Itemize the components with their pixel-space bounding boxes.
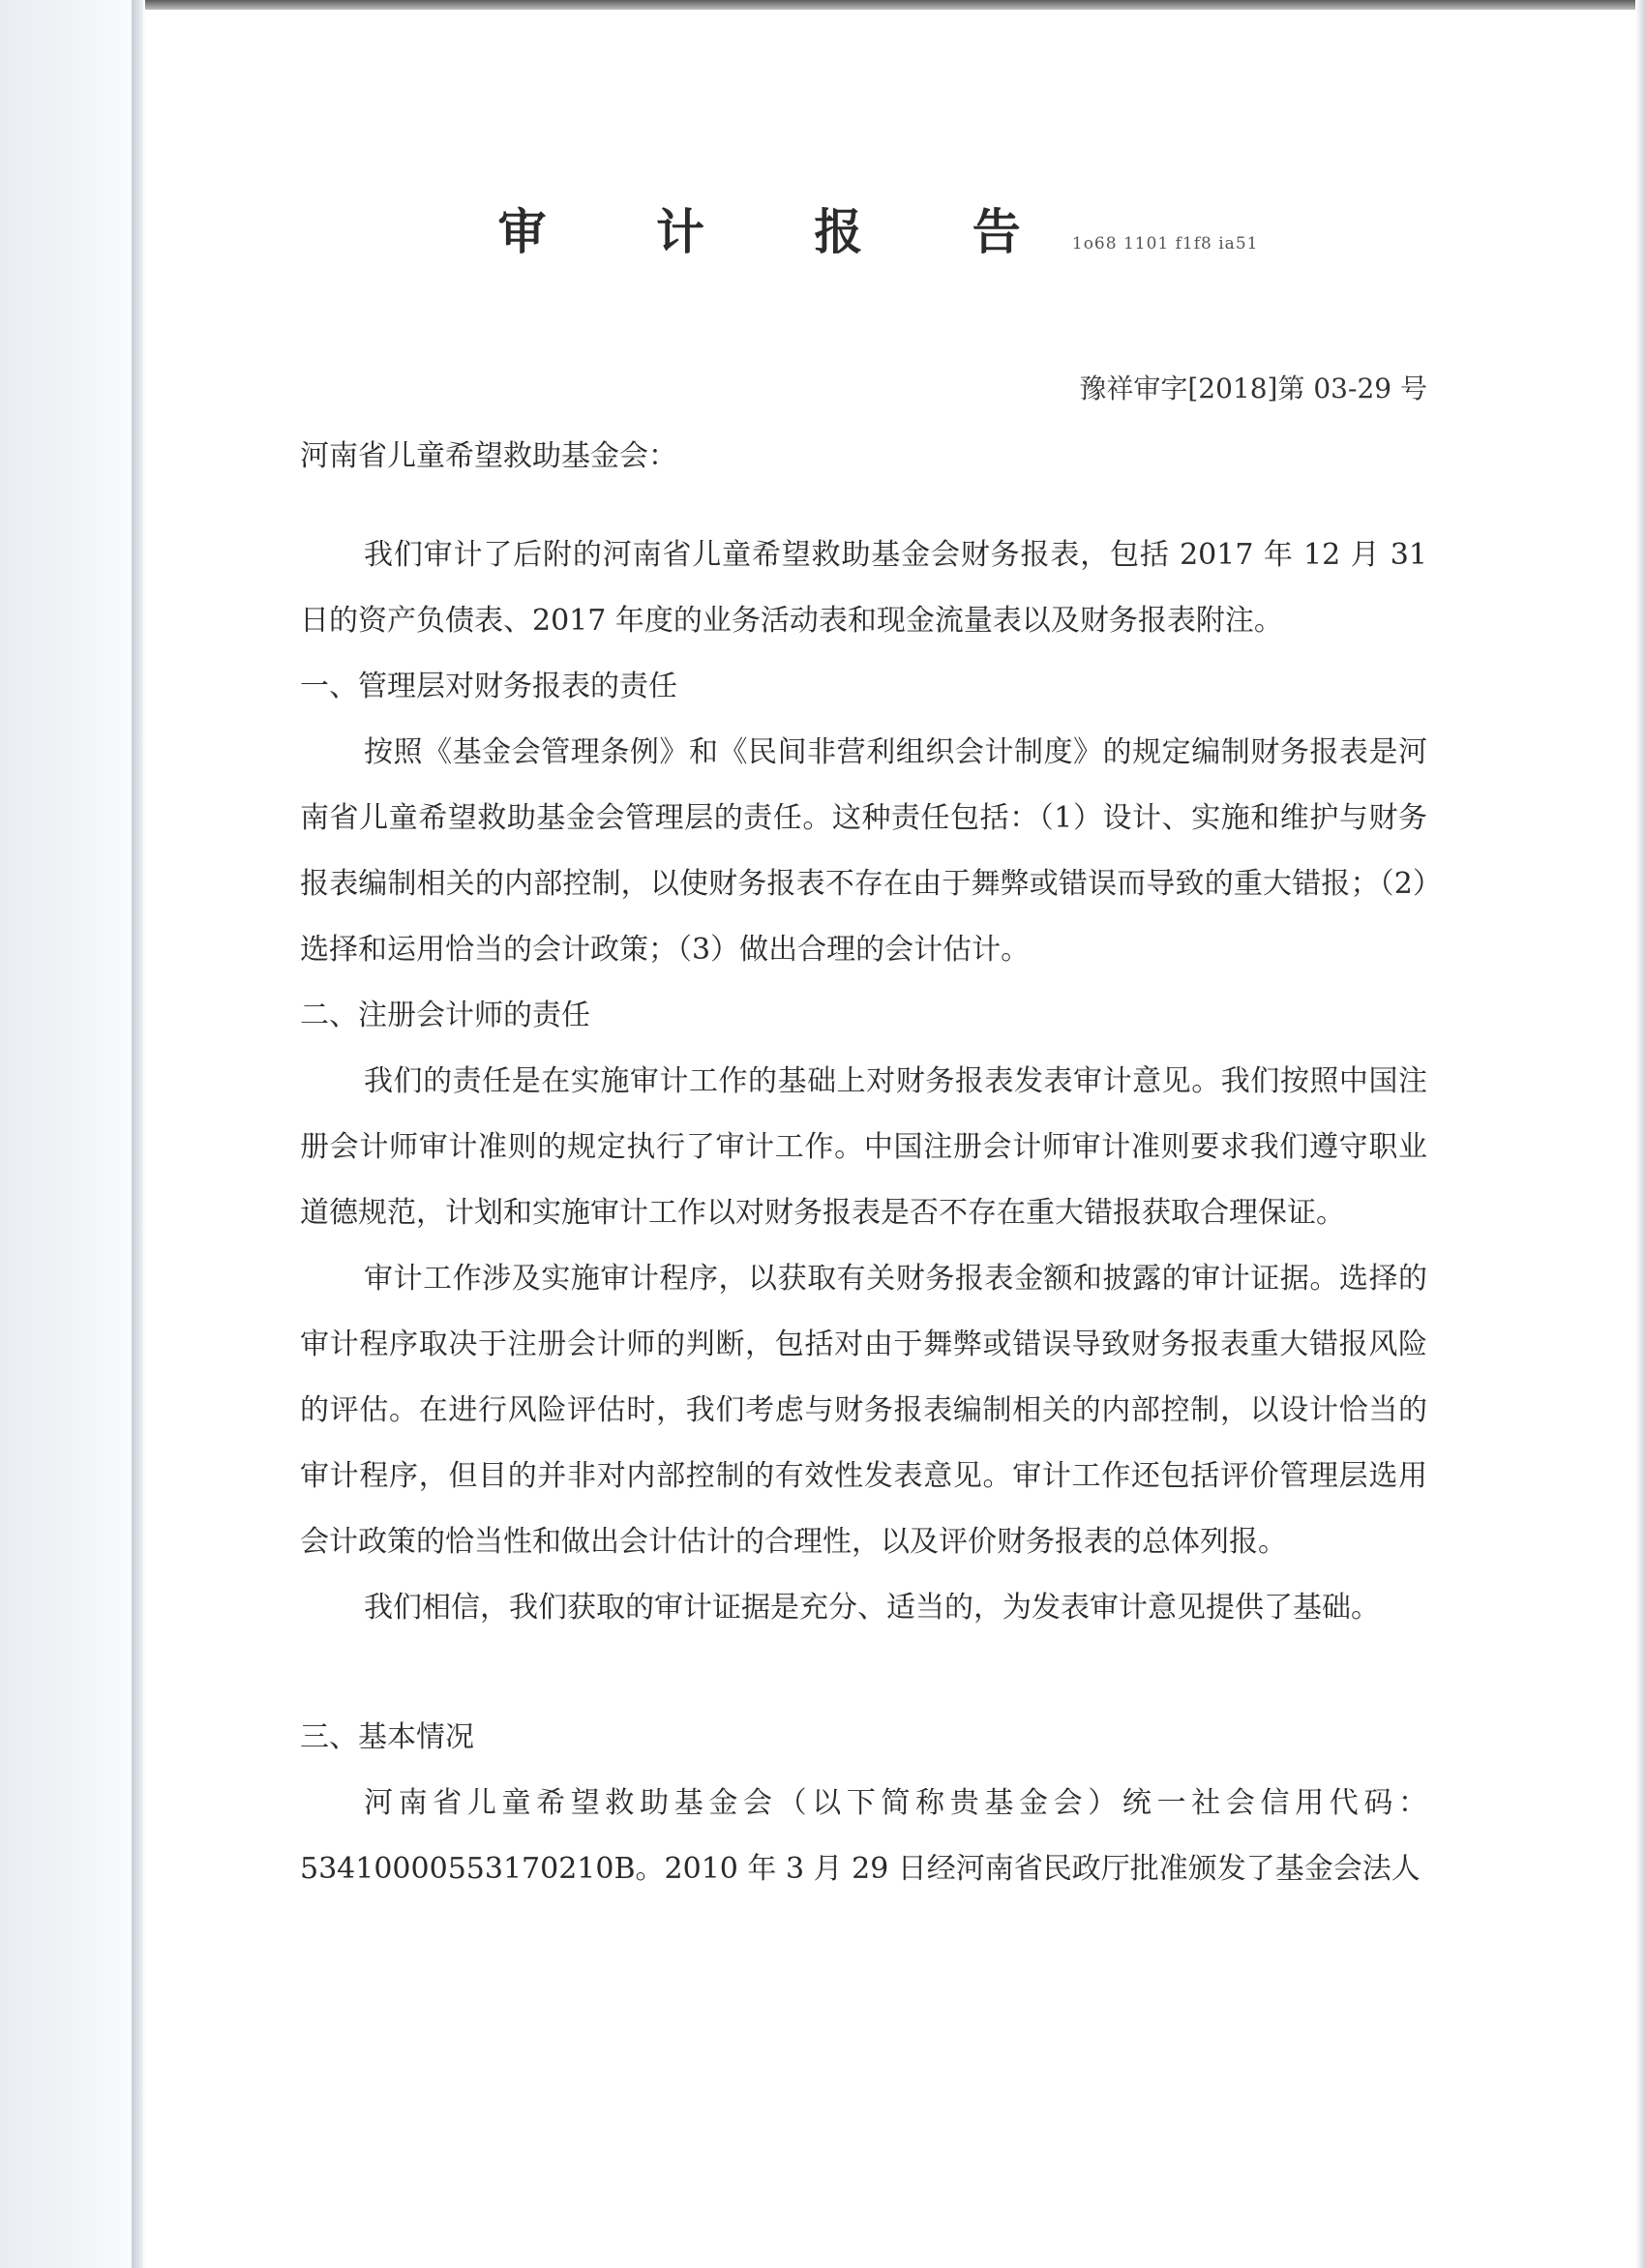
section-heading-management: 一、管理层对财务报表的责任	[300, 670, 677, 703]
section-heading-auditor: 二、注册会计师的责任	[300, 999, 590, 1032]
spacer	[300, 1641, 1427, 1705]
report-title: 审 计 报 告	[497, 203, 1067, 260]
addressee: 河南省儿童希望救助基金会：	[300, 439, 677, 473]
scan-left-margin	[0, 0, 145, 2268]
document-number: 豫祥审字[2018]第 03-29 号	[1079, 373, 1427, 404]
body-paragraph: 审计工作涉及实施审计程序，以获取有关财务报表金额和披露的审计证据。选择的审计程序取决于注册会计师的判断，包括对由于舞弊或错误导致财务报表重大错报风险的评估。在进行风险评估时，我们考虑与财务报表编制相关的内部控制，以设计恰当的审计程序，但目的并非对内部控制的有效性发表意见。审计工作还包括评价管理层选用会计政策的恰当性和做出会计估计的合理性，以及评价财务报表的总体列报。	[300, 1262, 1427, 1559]
scan-top-edge	[0, 0, 1645, 10]
report-title-code: 1o68 1101 f1f8 ia51	[1071, 234, 1259, 254]
body-paragraph: 我们的责任是在实施审计工作的基础上对财务报表发表审计意见。我们按照中国注册会计师审计准则的规定执行了审计工作。中国注册会计师审计准则要求我们遵守职业道德规范，计划和实施审计工作以对财务报表是否不存在重大错报获取合理保证。	[300, 1064, 1427, 1230]
document-page	[300, 194, 1427, 1902]
section-heading-basic-info: 三、基本情况	[300, 1720, 474, 1754]
body-paragraph: 我们相信，我们获取的审计证据是充分、适当的，为发表审计意见提供了基础。	[364, 1591, 1380, 1625]
scan-right-edge	[1635, 0, 1645, 2268]
intro-paragraph: 我们审计了后附的河南省儿童希望救助基金会财务报表，包括 2017 年 12 月 31 日的资产负债表、2017 年度的业务活动表和现金流量表以及财务报表附注。	[300, 538, 1427, 638]
body-paragraph: 按照《基金会管理条例》和《民间非营利组织会计制度》的规定编制财务报表是河南省儿童希望救助基金会管理层的责任。这种责任包括：（1）设计、实施和维护与财务报表编制相关的内部控制，以使财务报表不存在由于舞弊或错误而导致的重大错报；（2）选择和运用恰当的会计政策；（3）做出合理的会计估计。	[300, 735, 1427, 967]
title-row	[329, 194, 1427, 300]
binding-spine	[132, 0, 143, 2268]
body-paragraph: 河南省儿童希望救助基金会（以下简称贵基金会）统一社会信用代码：53410000553170210B。2010 年 3 月 29 日经河南省民政厅批准颁发了基金会法人	[300, 1786, 1427, 1886]
